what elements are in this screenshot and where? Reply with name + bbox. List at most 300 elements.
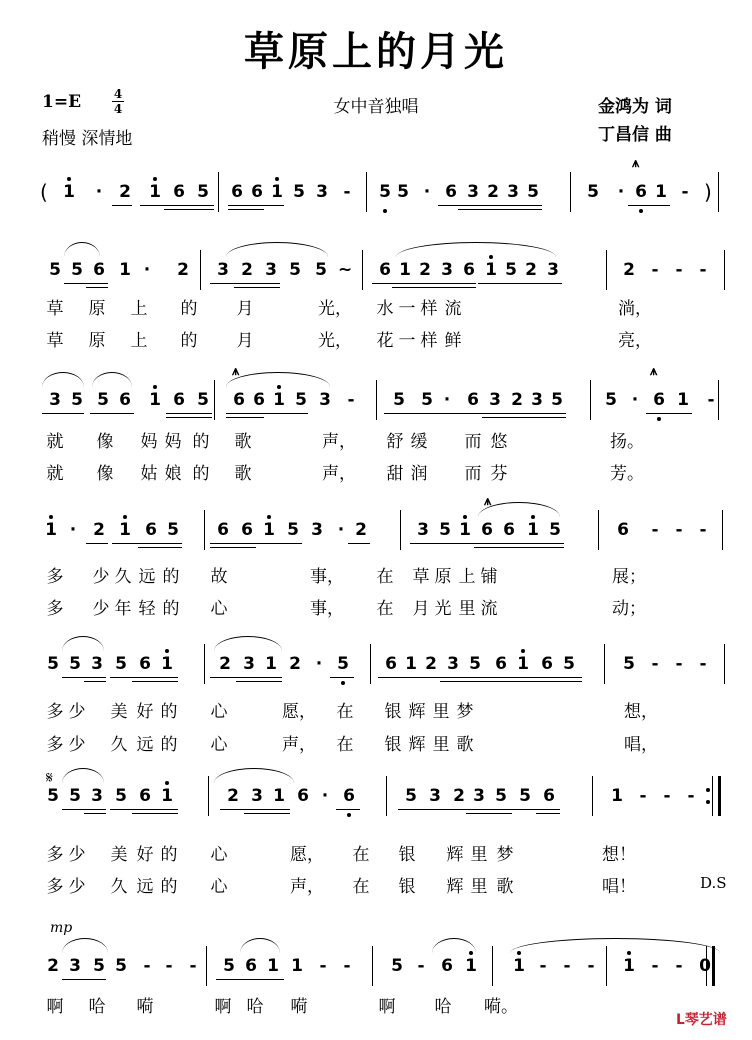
- note: [262, 520, 276, 540]
- note-digit: 1: [465, 956, 477, 976]
- note: [92, 260, 106, 280]
- note-digit: 3: [91, 654, 103, 674]
- note-digit: 3: [473, 786, 485, 806]
- note-digit: -: [539, 956, 547, 976]
- note-digit: 1: [527, 520, 539, 540]
- note-digit: 2: [219, 654, 231, 674]
- note-digit: 5: [115, 956, 127, 976]
- note-digit: 6: [543, 786, 555, 806]
- note-digit: 1: [161, 654, 173, 674]
- eighth-underline: [260, 979, 284, 980]
- lyric-line: [0, 872, 752, 898]
- note-digit: 6: [93, 260, 105, 280]
- eighth-underline: [226, 413, 308, 414]
- lyric-syllable: 少: [92, 567, 110, 587]
- sixteenth-underline: [226, 417, 264, 418]
- note: [696, 260, 710, 280]
- lyric-syllable: 原: [88, 331, 106, 351]
- barline: [722, 510, 723, 550]
- note: [484, 260, 498, 280]
- lyric-syllable: 嗬。: [484, 997, 518, 1017]
- ds-marking: D.S: [700, 874, 727, 892]
- note: [648, 654, 662, 674]
- lyric-syllable: 远: [136, 877, 154, 897]
- eighth-underline: [384, 413, 566, 414]
- eighth-underline: [86, 543, 108, 544]
- note: [446, 654, 460, 674]
- note-digit: 5: [197, 390, 209, 410]
- slur-arc: [42, 372, 84, 387]
- note: [634, 182, 648, 202]
- lyric-syllable: 声，: [290, 877, 324, 897]
- lyric-syllable: 心: [210, 845, 228, 865]
- note-digit: 6: [463, 260, 475, 280]
- sixteenth-underline: [474, 547, 564, 548]
- note: [384, 654, 398, 674]
- sixteenth-underline: [234, 287, 280, 288]
- lyric-syllable: 久: [114, 567, 132, 587]
- octave-down-dot: [347, 813, 351, 817]
- note: [604, 390, 618, 410]
- lyric-syllable: 像: [96, 432, 114, 452]
- sixteenth-underline: [132, 681, 178, 682]
- note-digit: 5: [69, 786, 81, 806]
- note-digit: 6: [541, 654, 553, 674]
- lyric-syllable: 月: [236, 331, 254, 351]
- note: [315, 182, 329, 202]
- lyric-syllable: 草: [46, 299, 64, 319]
- note-digit: -: [319, 956, 327, 976]
- lyric-syllable: 甜: [386, 464, 404, 484]
- lyric-syllable: 好: [136, 845, 154, 865]
- note: [48, 390, 62, 410]
- lyric-syllable: 久: [110, 735, 128, 755]
- lyric-syllable: 里: [470, 845, 488, 865]
- note-digit: 3: [91, 786, 103, 806]
- barline: [590, 380, 591, 420]
- barline: [204, 510, 205, 550]
- octave-down-dot: [383, 209, 387, 213]
- note: [144, 520, 158, 540]
- lyric-syllable: 多: [46, 567, 64, 587]
- lyric-syllable: 少: [68, 735, 86, 755]
- note: [340, 182, 354, 202]
- lyric-syllable: 展；: [612, 567, 646, 587]
- note: [524, 260, 538, 280]
- note: [390, 956, 404, 976]
- lyric-syllable: 少: [68, 877, 86, 897]
- note: [114, 654, 128, 674]
- note-digit: -: [343, 182, 351, 202]
- note-digit: 6: [231, 182, 243, 202]
- lyric-syllable: 在: [352, 877, 370, 897]
- note: [516, 654, 530, 674]
- note-digit: ·: [443, 390, 451, 410]
- note: [404, 654, 418, 674]
- lyric-syllable: 原: [434, 567, 452, 587]
- note: [452, 786, 466, 806]
- note-digit: 5: [223, 956, 235, 976]
- notation-line: [0, 764, 752, 824]
- sixteenth-underline: [458, 209, 542, 210]
- lyric-syllable: 在: [336, 735, 354, 755]
- note-digit: 1: [623, 956, 635, 976]
- note-digit: 1: [655, 182, 667, 202]
- lyric-syllable: 而: [464, 464, 482, 484]
- note: [196, 182, 210, 202]
- song-title: 草原上的月光: [244, 28, 508, 75]
- lyric-syllable: 的: [180, 331, 198, 351]
- sixteenth-underline: [440, 681, 582, 682]
- notation-line: [0, 364, 752, 428]
- note: [342, 786, 356, 806]
- note: [230, 182, 244, 202]
- eighth-underline: [372, 283, 476, 284]
- note: [148, 390, 162, 410]
- note-digit: ~: [338, 260, 353, 280]
- note-digit: 3: [265, 260, 277, 280]
- barline: [570, 172, 571, 212]
- lyric-syllable: 少: [92, 599, 110, 619]
- note: [68, 956, 82, 976]
- note: [696, 520, 710, 540]
- sixteenth-underline: [166, 417, 212, 418]
- note: [272, 390, 286, 410]
- note-digit: 6: [635, 182, 647, 202]
- note-digit: -: [663, 786, 671, 806]
- note: [622, 260, 636, 280]
- barline: [606, 250, 607, 290]
- note: [504, 260, 518, 280]
- note-digit: 1: [513, 956, 525, 976]
- note-digit: -: [675, 260, 683, 280]
- lyric-syllable: 妈: [140, 432, 158, 452]
- note: [354, 520, 368, 540]
- eighth-underline: [62, 809, 106, 810]
- barline: [206, 946, 207, 986]
- composer-credit: 丁昌信 曲: [598, 125, 672, 145]
- note: [216, 260, 230, 280]
- note: [336, 654, 350, 674]
- barline: [598, 510, 599, 550]
- note-digit: 5: [623, 654, 635, 674]
- note: [92, 182, 106, 202]
- lyric-syllable: 哈: [434, 997, 452, 1017]
- eighth-underline: [398, 809, 560, 810]
- note: [540, 654, 554, 674]
- eighth-underline: [646, 413, 692, 414]
- note-digit: -: [343, 956, 351, 976]
- note-digit: 2: [525, 260, 537, 280]
- note-digit: -: [189, 956, 197, 976]
- lyric-syllable: 银: [398, 877, 416, 897]
- note: [310, 520, 324, 540]
- note-digit: 6: [495, 654, 507, 674]
- note-digit: 6: [251, 182, 263, 202]
- lyric-line: [0, 840, 752, 866]
- barline: [492, 946, 493, 986]
- eighth-underline: [478, 283, 562, 284]
- note-digit: 5: [47, 654, 59, 674]
- note: [438, 520, 452, 540]
- slur-arc: [214, 768, 294, 783]
- note: [396, 182, 410, 202]
- slur-arc: [62, 938, 108, 953]
- eighth-underline: [210, 543, 302, 544]
- note-digit: 5: [197, 182, 209, 202]
- lyric-syllable: 在: [376, 567, 394, 587]
- note-digit: 1: [399, 260, 411, 280]
- note-digit: 5: [495, 786, 507, 806]
- key-signature: 1=E: [42, 92, 82, 112]
- lyric-syllable: 样: [420, 299, 438, 319]
- note: [530, 390, 544, 410]
- note: [546, 260, 560, 280]
- lyric-syllable: 梦: [496, 845, 514, 865]
- lyric-syllable: 嗬: [136, 997, 154, 1017]
- note: [62, 182, 76, 202]
- note: [46, 786, 60, 806]
- sixteenth-underline: [244, 813, 290, 814]
- note: [250, 786, 264, 806]
- note-digit: -: [687, 786, 695, 806]
- lyric-syllable: 娘: [164, 464, 182, 484]
- sixteenth-underline: [236, 681, 282, 682]
- note: [472, 786, 486, 806]
- note: [660, 786, 674, 806]
- lyric-syllable: 心: [210, 702, 228, 722]
- note-digit: 1: [119, 520, 131, 540]
- note: [440, 260, 454, 280]
- slur-arc: [92, 372, 132, 387]
- note-digit: -: [699, 260, 707, 280]
- lyric-syllable: 原: [88, 299, 106, 319]
- note-digit: 3: [311, 520, 323, 540]
- slur-arc: [396, 242, 556, 257]
- lyric-line: [0, 294, 752, 320]
- note: [550, 390, 564, 410]
- note-digit: 3: [316, 182, 328, 202]
- eighth-underline: [166, 413, 212, 414]
- note-digit: 6: [379, 260, 391, 280]
- note-digit: -: [707, 390, 715, 410]
- note: [96, 390, 110, 410]
- note-digit: 5: [69, 654, 81, 674]
- lyric-syllable: 银: [384, 702, 402, 722]
- lyric-syllable: 歌: [234, 464, 252, 484]
- note: [288, 654, 302, 674]
- note: [418, 260, 432, 280]
- lyric-syllable: 少: [68, 702, 86, 722]
- note-digit: 5: [93, 956, 105, 976]
- note-digit: 1: [119, 260, 131, 280]
- note-digit: ·: [69, 520, 77, 540]
- eighth-underline: [348, 543, 370, 544]
- note: [92, 956, 106, 976]
- eighth-underline: [336, 809, 360, 810]
- note: [90, 786, 104, 806]
- note: [542, 786, 556, 806]
- note: [270, 182, 284, 202]
- note-digit: 3: [489, 390, 501, 410]
- note: [480, 520, 494, 540]
- lyric-syllable: 歌: [456, 735, 474, 755]
- note-digit: 6: [139, 786, 151, 806]
- lyric-syllable: 水: [376, 299, 394, 319]
- lyric-syllable: 里: [458, 599, 476, 619]
- note-digit: 0: [699, 956, 711, 976]
- ornament-mark: ⩚: [650, 364, 658, 379]
- note: [404, 786, 418, 806]
- sixteenth-underline: [466, 813, 512, 814]
- note-digit: 2: [453, 786, 465, 806]
- note: [272, 786, 286, 806]
- barline: [208, 776, 209, 816]
- octave-down-dot: [341, 681, 345, 685]
- lyric-syllable: 啊: [378, 997, 396, 1017]
- note: [526, 182, 540, 202]
- sixteenth-underline: [132, 813, 178, 814]
- eighth-underline: [628, 205, 670, 206]
- note: [506, 182, 520, 202]
- note-digit: 6: [233, 390, 245, 410]
- note-digit: 5: [167, 520, 179, 540]
- intro-paren-close: ): [704, 180, 712, 204]
- note: [420, 182, 434, 202]
- note-digit: -: [675, 956, 683, 976]
- note-digit: 6: [441, 956, 453, 976]
- barline: [400, 510, 401, 550]
- note: [218, 654, 232, 674]
- lyric-syllable: 想！: [602, 845, 636, 865]
- note: [378, 182, 392, 202]
- lyric-syllable: 姑: [140, 464, 158, 484]
- note-digit: 5: [287, 520, 299, 540]
- note-digit: 5: [551, 390, 563, 410]
- note: [140, 956, 154, 976]
- note: [704, 390, 718, 410]
- note-digit: 6: [245, 956, 257, 976]
- note-digit: 1: [485, 260, 497, 280]
- note-digit: -: [651, 654, 659, 674]
- note: [66, 520, 80, 540]
- eighth-underline: [216, 979, 260, 980]
- eighth-underline: [112, 205, 132, 206]
- note: [252, 390, 266, 410]
- lyric-syllable: 唱，: [624, 735, 658, 755]
- octave-up-dot: [153, 177, 157, 181]
- note: [398, 260, 412, 280]
- octave-up-dot: [153, 385, 157, 389]
- lyric-syllable: 心: [210, 735, 228, 755]
- note-digit: 1: [291, 956, 303, 976]
- lyric-syllable: 久: [110, 877, 128, 897]
- note-digit: 5: [379, 182, 391, 202]
- note: [466, 182, 480, 202]
- lyric-syllable: 辉: [446, 845, 464, 865]
- note-digit: -: [681, 182, 689, 202]
- note-digit: 6: [343, 786, 355, 806]
- note-digit: 6: [253, 390, 265, 410]
- note-digit: 3: [243, 654, 255, 674]
- note: [292, 182, 306, 202]
- note: [114, 786, 128, 806]
- lyric-syllable: 草: [412, 567, 430, 587]
- note-digit: 6: [467, 390, 479, 410]
- note: [586, 182, 600, 202]
- note-digit: 1: [405, 654, 417, 674]
- note-digit: 5: [605, 390, 617, 410]
- note-digit: 5: [405, 786, 417, 806]
- note-digit: -: [347, 390, 355, 410]
- lyric-syllable: 淌，: [618, 299, 652, 319]
- lyric-syllable: 在: [376, 599, 394, 619]
- note-digit: 6: [385, 654, 397, 674]
- octave-up-dot: [275, 177, 279, 181]
- note-digit: -: [587, 956, 595, 976]
- lyric-syllable: 里: [432, 735, 450, 755]
- lyric-line: [0, 427, 752, 453]
- slur-arc: [510, 938, 720, 953]
- note: [148, 182, 162, 202]
- lyric-syllable: 一: [398, 299, 416, 319]
- note: [314, 260, 328, 280]
- octave-up-dot: [267, 515, 271, 519]
- eighth-underline: [110, 809, 178, 810]
- note-digit: 6: [173, 390, 185, 410]
- lyric-syllable: 缓: [410, 432, 428, 452]
- note-digit: 3: [251, 786, 263, 806]
- eighth-underline: [210, 677, 282, 678]
- note: [636, 786, 650, 806]
- note: [172, 390, 186, 410]
- note-digit: 1: [273, 390, 285, 410]
- note: [648, 520, 662, 540]
- octave-up-dot: [463, 515, 467, 519]
- note-digit: 1: [517, 654, 529, 674]
- note-digit: 5: [71, 260, 83, 280]
- note: [444, 182, 458, 202]
- note-digit: 5: [393, 390, 405, 410]
- note-digit: ·: [143, 260, 151, 280]
- lyric-syllable: 光，: [318, 299, 352, 319]
- lyric-syllable: 的: [162, 599, 180, 619]
- note: [166, 520, 180, 540]
- lyric-syllable: 辉: [408, 702, 426, 722]
- note-digit: 5: [71, 390, 83, 410]
- sixteenth-underline: [86, 287, 108, 288]
- note: [628, 390, 642, 410]
- eighth-underline: [62, 677, 106, 678]
- note: [510, 390, 524, 410]
- lyric-syllable: 芳。: [610, 464, 644, 484]
- lyric-syllable: 光: [434, 599, 452, 619]
- lyric-syllable: 银: [384, 735, 402, 755]
- lyric-syllable: 哈: [88, 997, 106, 1017]
- note: [584, 956, 598, 976]
- sixteenth-underline: [210, 547, 256, 548]
- lyric-syllable: 妈: [164, 432, 182, 452]
- note-digit: -: [165, 956, 173, 976]
- note: [240, 260, 254, 280]
- lyric-line: [0, 730, 752, 756]
- note: [92, 520, 106, 540]
- note-digit: 5: [421, 390, 433, 410]
- logo-text: 琴艺谱: [684, 1012, 727, 1028]
- note: [488, 390, 502, 410]
- note: [288, 260, 302, 280]
- note: [614, 182, 628, 202]
